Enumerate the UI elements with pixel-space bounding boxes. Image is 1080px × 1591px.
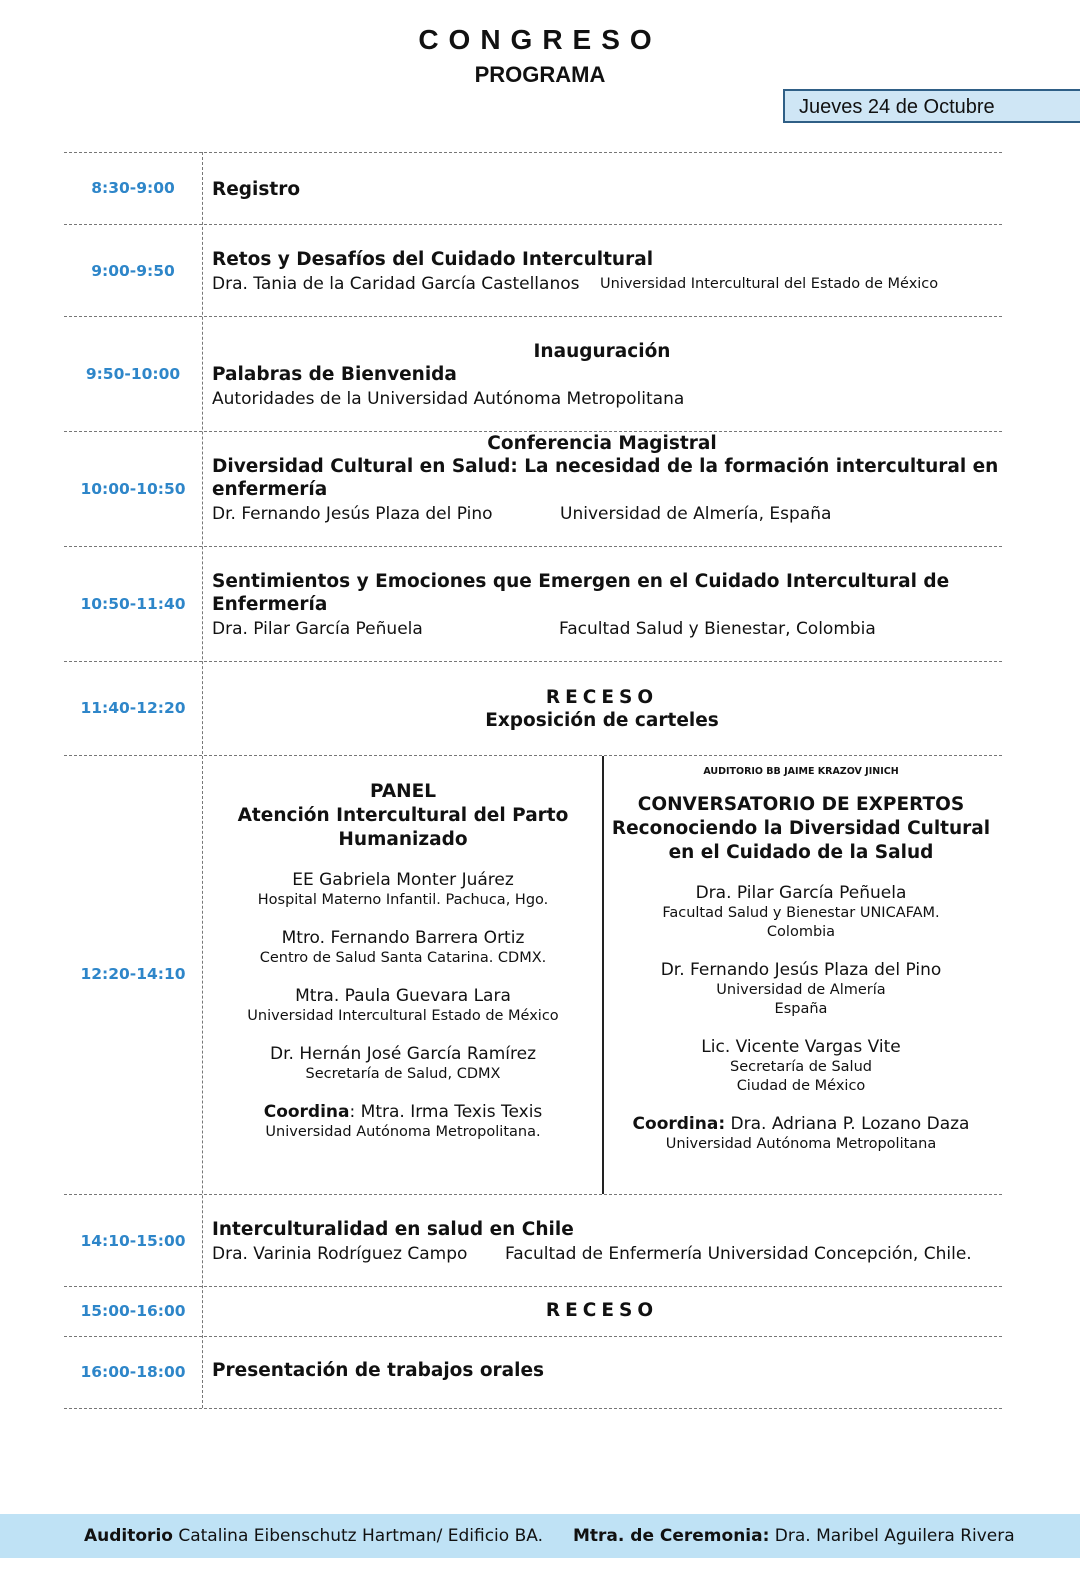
- time-slot: 15:00-16:00: [80, 1302, 186, 1320]
- time-slot: 10:00-10:50: [80, 480, 186, 498]
- panel-title: en el Cuidado de la Salud: [668, 842, 934, 863]
- panelist-name: Dra. Pilar García Peñuela: [695, 883, 907, 903]
- row-divider: [64, 546, 1002, 547]
- speaker-name: Autoridades de la Universidad Autónoma Metropolitana: [212, 389, 685, 409]
- panelist-affiliation: Centro de Salud Santa Catarina. CDMX.: [259, 950, 547, 966]
- panelist-affiliation: Secretaría de Salud: [730, 1059, 872, 1075]
- session-title: Enfermería: [212, 594, 328, 615]
- panelist-name: Dr. Hernán José García Ramírez: [270, 1044, 536, 1064]
- panelist-name: Mtra. Paula Guevara Lara: [295, 986, 511, 1006]
- row-divider: [64, 1336, 1002, 1337]
- time-slot: 14:10-15:00: [80, 1232, 186, 1250]
- row-divider: [64, 661, 1002, 662]
- speaker-name: Dra. Tania de la Caridad García Castellanos: [212, 274, 580, 294]
- session-title: Interculturalidad en salud en Chile: [212, 1219, 574, 1240]
- session-title: Presentación de trabajos orales: [212, 1360, 545, 1381]
- session-title: Registro: [212, 179, 301, 200]
- panelist-name: Mtro. Fernando Barrera Ortiz: [281, 928, 525, 948]
- speaker-affiliation: Universidad de Almería, España: [560, 504, 832, 524]
- footer-venue-label: Auditorio: [84, 1526, 173, 1546]
- footer-ceremony-text: Dra. Maribel Aguilera Rivera: [769, 1526, 1015, 1546]
- program-subtitle: PROGRAMA: [474, 62, 606, 87]
- panel-title: Humanizado: [338, 829, 468, 850]
- session-title: Diversidad Cultural en Salud: La necesidad de la formación intercultural en: [212, 456, 999, 477]
- panelist-affiliation: Colombia: [766, 924, 836, 940]
- break-heading: RECESO: [545, 1300, 659, 1321]
- footer-bar: [0, 1514, 1080, 1558]
- coordinator-label: Coordina: [263, 1102, 350, 1122]
- time-slot: 16:00-18:00: [80, 1363, 186, 1381]
- time-slot: 11:40-12:20: [80, 699, 186, 717]
- footer-venue: [84, 1526, 543, 1546]
- time-slot: 9:00-9:50: [91, 262, 175, 280]
- session-title: enfermería: [212, 479, 328, 500]
- panelist-name: Lic. Vicente Vargas Vite: [701, 1037, 901, 1057]
- time-slot: 10:50-11:40: [80, 595, 186, 613]
- panel-label: PANEL: [369, 781, 437, 802]
- time-slot: 12:20-14:10: [80, 965, 186, 983]
- panelist-affiliation: Facultad Salud y Bienestar UNICAFAM.: [662, 905, 940, 921]
- row-divider: [64, 1408, 1002, 1409]
- session-title: Exposición de carteles: [485, 710, 719, 731]
- panel-title: Atención Intercultural del Parto: [237, 805, 569, 826]
- footer-ceremony: [573, 1526, 1015, 1546]
- venue-label: AUDITORIO BB JAIME KRAZOV JINICH: [703, 766, 899, 777]
- footer-ceremony-label: Mtra. de Ceremonia:: [573, 1526, 770, 1546]
- speaker-affiliation: Facultad de Enfermería Universidad Concepción, Chile.: [505, 1244, 972, 1264]
- row-divider: [64, 1194, 1002, 1195]
- row-divider: [64, 755, 1002, 756]
- panelist-affiliation: Universidad Intercultural Estado de México: [247, 1008, 559, 1024]
- panelist-name: Dr. Fernando Jesús Plaza del Pino: [660, 960, 942, 980]
- time-slot: 9:50-10:00: [85, 365, 181, 383]
- speaker-affiliation: Universidad Intercultural del Estado de México: [600, 276, 939, 292]
- panel-divider: [602, 756, 604, 1194]
- date-banner: Jueves 24 de Octubre: [783, 89, 1080, 123]
- panel-title: Reconociendo la Diversidad Cultural: [611, 818, 991, 839]
- row-divider: [64, 316, 1002, 317]
- panelist-affiliation: España: [774, 1001, 828, 1017]
- row-divider: [64, 152, 1002, 153]
- row-divider: [64, 1286, 1002, 1287]
- coordinator-affiliation: Universidad Autónoma Metropolitana.: [265, 1124, 541, 1140]
- footer-venue-text: Catalina Eibenschutz Hartman/ Edificio BA.: [172, 1526, 543, 1546]
- coordinator: [606, 1114, 996, 1135]
- coordinator-affiliation: Universidad Autónoma Metropolitana: [665, 1136, 937, 1152]
- row-divider: [64, 224, 1002, 225]
- session-heading: Inauguración: [533, 341, 671, 362]
- session-title: Palabras de Bienvenida: [212, 364, 457, 385]
- panelist-affiliation: Ciudad de México: [736, 1078, 866, 1094]
- session-heading: Conferencia Magistral: [487, 433, 717, 454]
- break-heading: RECESO: [545, 687, 659, 708]
- panel-left: [212, 780, 594, 1142]
- coordinator-label: Coordina:: [632, 1114, 726, 1134]
- session-title: Sentimientos y Emociones que Emergen en el Cuidado Intercultural de: [212, 571, 950, 592]
- panel-right: [606, 766, 996, 1154]
- coordinator-name: : Mtra. Irma Texis Texis: [349, 1102, 543, 1122]
- coordinator-name: Dra. Adriana P. Lozano Daza: [725, 1114, 970, 1134]
- session-title: Retos y Desafíos del Cuidado Intercultural: [212, 249, 654, 270]
- time-slot: 8:30-9:00: [91, 179, 175, 197]
- panel-label: CONVERSATORIO DE EXPERTOS: [637, 794, 965, 815]
- speaker-name: Dra. Varinia Rodríguez Campo: [212, 1244, 468, 1264]
- congress-title: CONGRESO: [418, 24, 662, 55]
- panelist-affiliation: Secretaría de Salud, CDMX: [305, 1066, 501, 1082]
- panelist-name: EE Gabriela Monter Juárez: [292, 870, 514, 890]
- panelist-affiliation: Universidad de Almería: [716, 982, 886, 998]
- speaker-affiliation: Facultad Salud y Bienestar, Colombia: [559, 619, 876, 639]
- coordinator: [212, 1102, 594, 1123]
- speaker-name: Dr. Fernando Jesús Plaza del Pino: [212, 504, 493, 524]
- speaker-name: Dra. Pilar García Peñuela: [212, 619, 423, 639]
- panelist-affiliation: Hospital Materno Infantil. Pachuca, Hgo.: [257, 892, 549, 908]
- row-divider: [64, 431, 1002, 432]
- column-divider: [202, 152, 203, 1408]
